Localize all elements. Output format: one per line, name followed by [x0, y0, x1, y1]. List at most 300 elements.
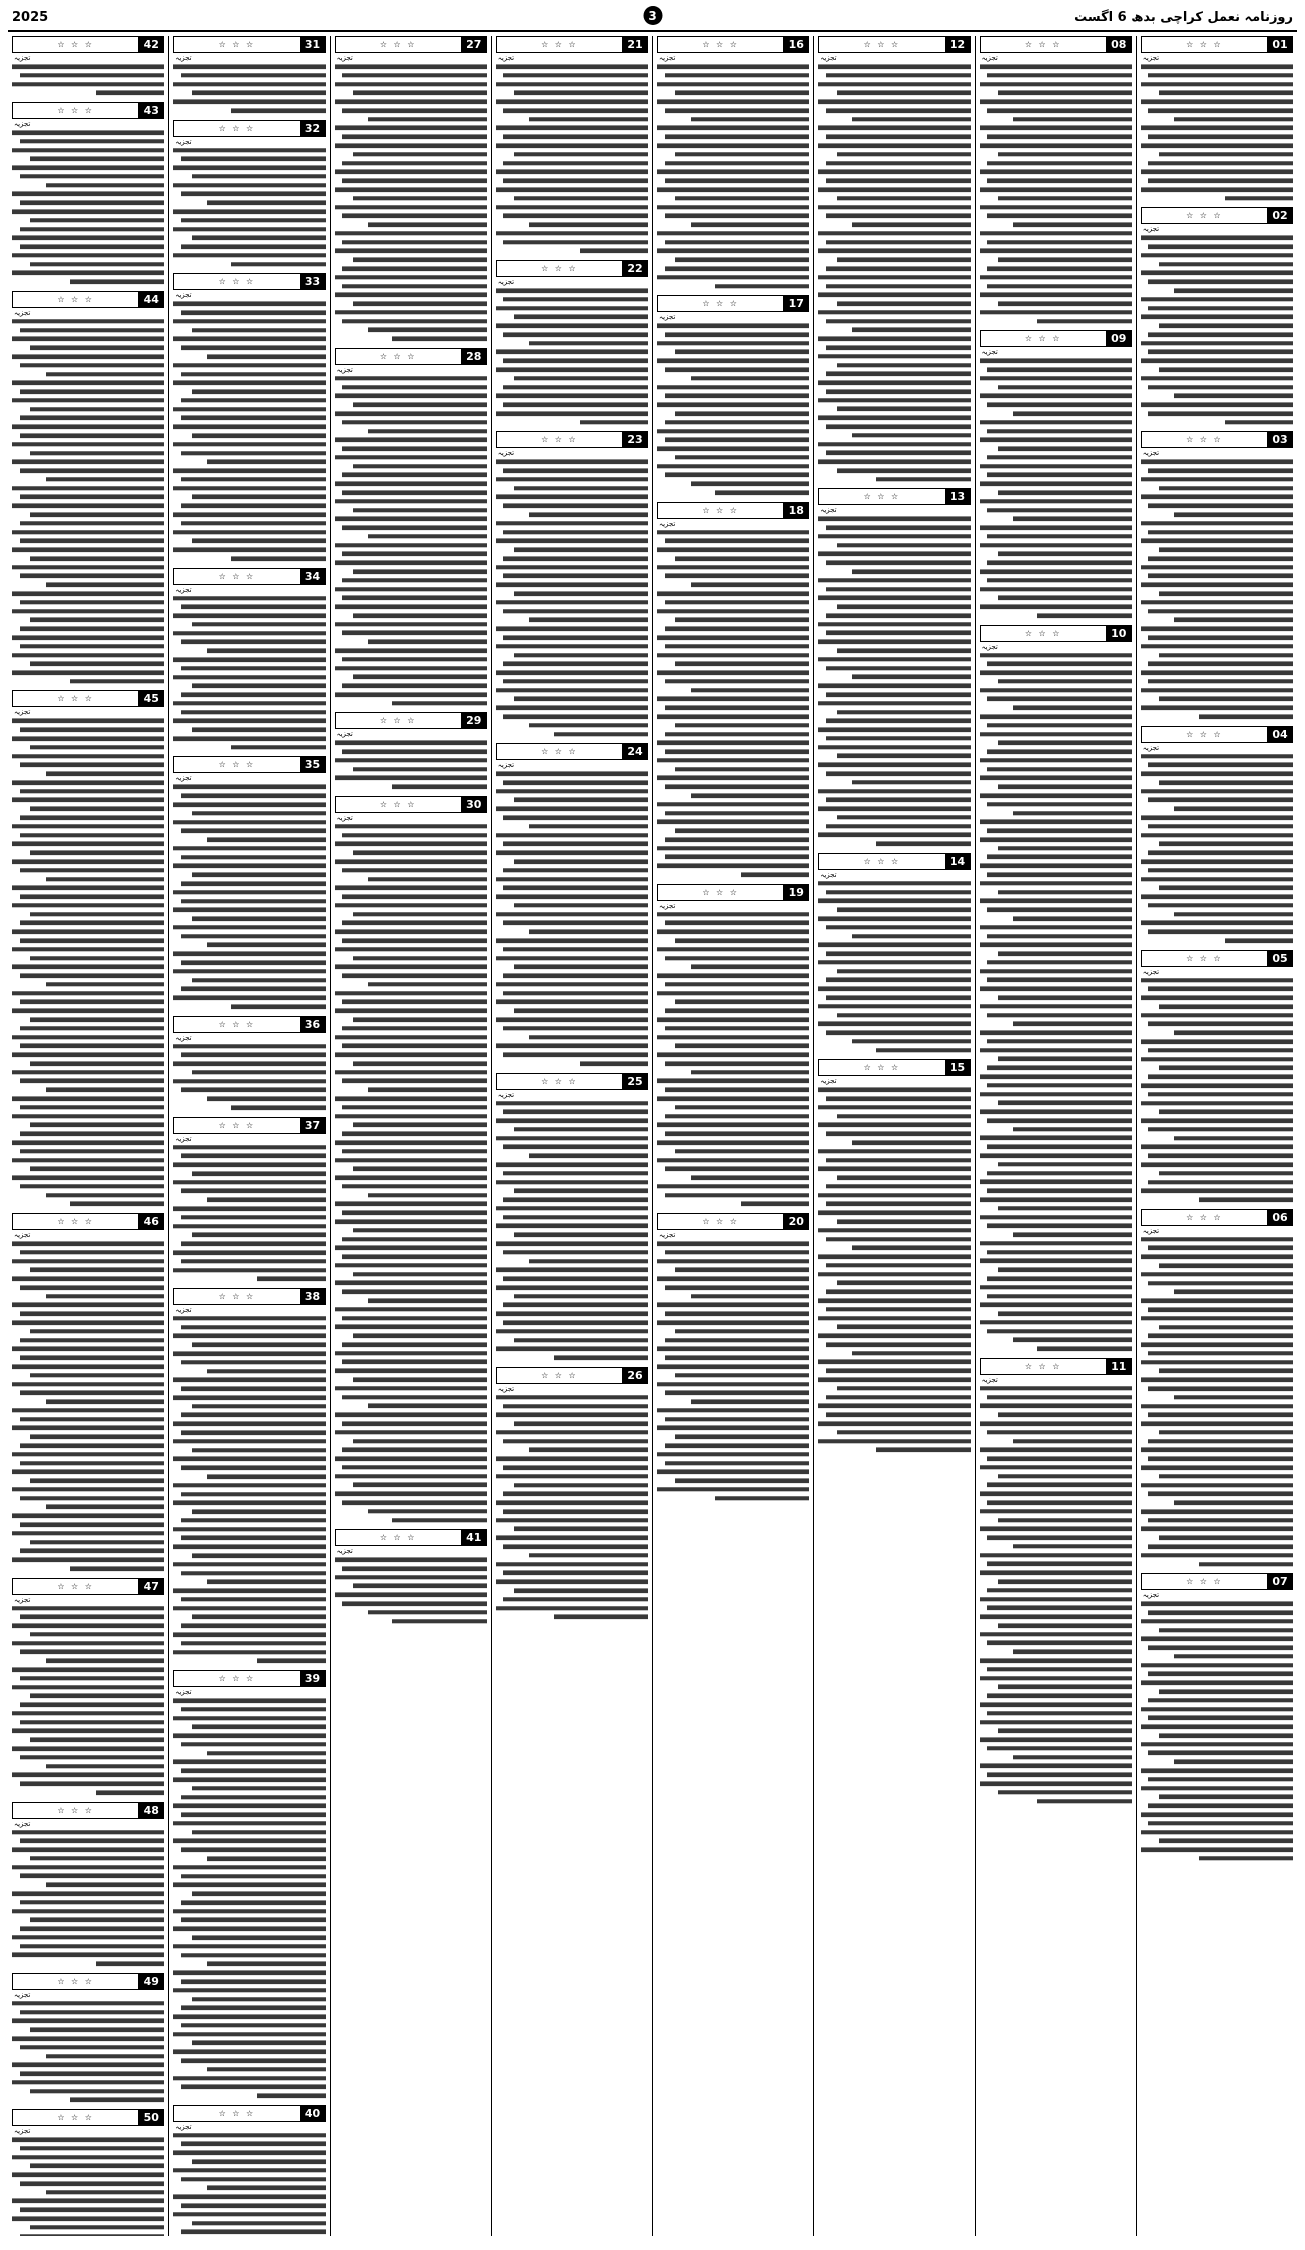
text-line: [1141, 98, 1293, 106]
article-21[interactable]: [496, 36, 648, 255]
article-byline: تجزیہ: [175, 2122, 192, 2131]
article-body: [12, 129, 164, 286]
text-line: [818, 831, 970, 839]
text-line: [181, 1794, 326, 1802]
article-34[interactable]: [173, 568, 325, 752]
text-line: [173, 783, 325, 791]
text-line: [1159, 366, 1293, 374]
text-line: [1159, 546, 1293, 554]
text-line: [392, 1517, 486, 1525]
text-line: [675, 89, 809, 97]
text-line: [173, 1587, 325, 1595]
article-26[interactable]: [496, 1367, 648, 1621]
article-46[interactable]: [12, 1213, 164, 1573]
article-40[interactable]: [173, 2105, 325, 2236]
text-line: [353, 1332, 487, 1340]
text-line: [496, 1284, 648, 1292]
text-line: [192, 810, 326, 818]
text-line: [46, 1657, 165, 1665]
text-line: [353, 673, 487, 681]
text-line: [826, 1157, 971, 1165]
article-header: [173, 1288, 325, 1305]
text-line: [342, 212, 487, 220]
text-line: [30, 261, 164, 269]
article-44[interactable]: [12, 291, 164, 686]
text-line: [20, 388, 165, 396]
text-line: [826, 1306, 971, 1314]
article-19[interactable]: [657, 884, 809, 1208]
article-42[interactable]: [12, 36, 164, 97]
text-line: [675, 555, 809, 563]
text-line: [998, 1727, 1132, 1735]
article-43[interactable]: [12, 102, 164, 286]
text-line: [12, 1829, 164, 1837]
text-line: [207, 1855, 326, 1863]
text-line: [342, 1236, 487, 1244]
text-line: [1148, 1438, 1293, 1446]
text-line: [12, 1381, 164, 1389]
text-line: [998, 783, 1132, 791]
text-line: [826, 1200, 971, 1208]
text-line: [837, 300, 971, 308]
article-30[interactable]: [335, 796, 487, 1524]
article-body: [12, 1829, 164, 1968]
text-line: [503, 1051, 648, 1059]
article-33[interactable]: [173, 273, 325, 562]
text-line: [368, 638, 487, 646]
text-line: [998, 1683, 1132, 1691]
article-byline: تجزیہ: [659, 519, 676, 528]
text-line: [837, 89, 971, 97]
text-line: [1141, 296, 1293, 304]
text-line: [514, 1482, 648, 1490]
text-line: [496, 493, 648, 501]
article-32[interactable]: [173, 120, 325, 269]
text-line: [12, 81, 164, 89]
text-line: [496, 1473, 648, 1481]
text-line: [837, 1174, 971, 1182]
article-50[interactable]: [12, 2109, 164, 2236]
text-line: [342, 1104, 487, 1112]
text-line: [30, 1121, 164, 1129]
text-line: [980, 357, 1132, 365]
article-37[interactable]: [173, 1117, 325, 1283]
article-45[interactable]: [12, 690, 164, 1208]
text-line: [46, 1086, 165, 1094]
text-line: [503, 384, 648, 392]
article-02[interactable]: [1141, 207, 1293, 426]
article-number-badge: 04: [1267, 726, 1293, 743]
text-line: [826, 691, 971, 699]
text-line: [987, 1275, 1132, 1283]
text-line: [207, 647, 326, 655]
text-line: [503, 972, 648, 980]
article-15[interactable]: [818, 1059, 970, 1454]
text-line: [231, 1003, 325, 1011]
article-header: [173, 568, 325, 585]
text-line: [173, 2075, 325, 2083]
article-25[interactable]: [496, 1073, 648, 1362]
text-line: [818, 805, 970, 813]
text-line: [20, 893, 165, 901]
text-line: [980, 1596, 1132, 1604]
article-13[interactable]: [818, 488, 970, 848]
text-line: [657, 590, 809, 598]
text-line: [181, 1899, 326, 1907]
article-22[interactable]: [496, 260, 648, 426]
article-header: [173, 273, 325, 290]
article-byline: تجزیہ: [981, 642, 998, 651]
article-41[interactable]: [335, 1529, 487, 1625]
text-line: [12, 1951, 164, 1959]
text-line: [335, 1350, 487, 1358]
text-line: [980, 568, 1132, 576]
article-03[interactable]: [1141, 431, 1293, 720]
text-line: [335, 1007, 487, 1015]
article-23[interactable]: [496, 431, 648, 738]
text-line: [12, 458, 164, 466]
text-line: [987, 1064, 1132, 1072]
text-line: [826, 423, 971, 431]
text-line: [12, 164, 164, 172]
text-line: [335, 1385, 487, 1393]
text-line: [514, 1293, 648, 1301]
article-14[interactable]: [818, 853, 970, 1054]
text-line: [691, 221, 810, 229]
text-line: [1159, 1473, 1293, 1481]
text-line: [1141, 313, 1293, 321]
text-line: [335, 436, 487, 444]
text-line: [1141, 1038, 1293, 1046]
text-line: [818, 533, 970, 541]
text-line: [665, 981, 810, 989]
article-number-badge: 21: [622, 36, 648, 53]
text-line: [665, 107, 810, 115]
text-line: [1141, 1706, 1293, 1714]
text-line: [818, 915, 970, 923]
text-line: [496, 142, 648, 150]
text-line: [818, 621, 970, 629]
text-line: [342, 283, 487, 291]
text-line: [980, 1257, 1132, 1265]
text-line: [12, 590, 164, 598]
text-line: [353, 1582, 487, 1590]
text-line: [657, 186, 809, 194]
text-line: [1148, 1073, 1293, 1081]
text-line: [987, 1038, 1132, 1046]
article-49[interactable]: [12, 1973, 164, 2104]
text-line: [12, 779, 164, 787]
article-48[interactable]: [12, 1802, 164, 1968]
text-line: [192, 537, 326, 545]
text-line: [496, 893, 648, 901]
text-line: [691, 480, 810, 488]
text-line: [496, 366, 648, 374]
text-line: [987, 748, 1132, 756]
text-line: [665, 1060, 810, 1068]
text-line: [335, 1591, 487, 1599]
text-line: [368, 1508, 487, 1516]
article-39[interactable]: [173, 1670, 325, 2100]
text-line: [657, 445, 809, 453]
text-line: [514, 1126, 648, 1134]
text-line: [980, 968, 1132, 976]
article-09[interactable]: [980, 330, 1132, 619]
article-body: [173, 300, 325, 562]
article-header: [818, 1059, 970, 1076]
article-05[interactable]: [1141, 950, 1293, 1204]
article-number-badge: 14: [945, 853, 971, 870]
text-line: [12, 1745, 164, 1753]
text-line: [1013, 915, 1132, 923]
text-line: [980, 375, 1132, 383]
article-body: [980, 357, 1132, 619]
text-line: [818, 726, 970, 734]
text-line: [335, 823, 487, 831]
text-line: [12, 1684, 164, 1692]
text-line: [1148, 1670, 1293, 1678]
article-12[interactable]: [818, 36, 970, 483]
text-line: [1148, 902, 1293, 910]
text-line: [503, 634, 648, 642]
text-line: [818, 397, 970, 405]
article-20[interactable]: [657, 1213, 809, 1502]
article-35[interactable]: [173, 756, 325, 1010]
text-line: [852, 1244, 971, 1252]
text-line: [987, 1692, 1132, 1700]
text-line: [173, 467, 325, 475]
text-line: [818, 186, 970, 194]
article-10[interactable]: [980, 625, 1132, 1353]
article-29[interactable]: [335, 712, 487, 791]
text-line: [1141, 1253, 1293, 1261]
text-line: [998, 300, 1132, 308]
text-line: [980, 652, 1132, 660]
text-line: [554, 1613, 648, 1621]
text-line: [12, 1605, 164, 1613]
article-17[interactable]: [657, 295, 809, 496]
text-line: [657, 669, 809, 677]
text-line: [980, 1613, 1132, 1621]
text-line: [20, 226, 165, 234]
article-18[interactable]: [657, 502, 809, 879]
text-line: [342, 160, 487, 168]
text-line: [852, 933, 971, 941]
text-line: [496, 1222, 648, 1230]
article-header: [173, 1117, 325, 1134]
text-line: [657, 1319, 809, 1327]
text-line: [335, 63, 487, 71]
text-line: [12, 858, 164, 866]
article-header: [818, 853, 970, 870]
text-line: [12, 529, 164, 537]
text-line: [12, 1069, 164, 1077]
star-divider-icon: ☆ ☆ ☆: [12, 1802, 138, 1819]
article-header: [657, 1213, 809, 1230]
text-line: [12, 735, 164, 743]
text-line: [980, 419, 1132, 427]
article-08[interactable]: [980, 36, 1132, 325]
article-01[interactable]: [1141, 36, 1293, 202]
article-28[interactable]: [335, 348, 487, 708]
text-line: [353, 1165, 487, 1173]
text-line: [342, 656, 487, 664]
text-line: [335, 186, 487, 194]
text-line: [342, 445, 487, 453]
text-line: [987, 871, 1132, 879]
text-line: [818, 1271, 970, 1279]
text-line: [231, 744, 325, 752]
article-04[interactable]: [1141, 726, 1293, 945]
text-line: [20, 432, 165, 440]
text-line: [12, 318, 164, 326]
text-line: [335, 1200, 487, 1208]
text-line: [818, 1227, 970, 1235]
article-number-badge: 45: [138, 690, 164, 707]
text-line: [826, 924, 971, 932]
text-line: [1148, 1490, 1293, 1498]
text-line: [181, 933, 326, 941]
text-line: [20, 998, 165, 1006]
text-line: [496, 876, 648, 884]
text-line: [496, 458, 648, 466]
text-line: [181, 2057, 326, 2065]
text-line: [1148, 1776, 1293, 1784]
text-line: [12, 1240, 164, 1248]
article-byline: تجزیہ: [175, 54, 192, 62]
article-07[interactable]: [1141, 1573, 1293, 1862]
text-line: [30, 955, 164, 963]
text-line: [1148, 1749, 1293, 1757]
text-line: [503, 239, 648, 247]
text-line: [12, 2197, 164, 2205]
text-line: [368, 1297, 487, 1305]
text-line: [173, 1060, 325, 1068]
text-line: [818, 744, 970, 752]
text-line: [987, 72, 1132, 80]
article-16[interactable]: [657, 36, 809, 290]
text-line: [818, 204, 970, 212]
text-line: [70, 278, 164, 286]
text-line: [173, 81, 325, 89]
article-byline: تجزیہ: [14, 119, 31, 128]
text-line: [342, 867, 487, 875]
article-36[interactable]: [173, 1016, 325, 1112]
text-line: [96, 1960, 165, 1968]
article-number-badge: 37: [300, 1117, 326, 1134]
text-line: [987, 1293, 1132, 1301]
text-line: [1159, 1262, 1293, 1270]
text-line: [818, 515, 970, 523]
text-line: [826, 133, 971, 141]
text-line: [818, 230, 970, 238]
article-24[interactable]: [496, 743, 648, 1067]
text-line: [1141, 1359, 1293, 1367]
text-line: [665, 704, 810, 712]
text-line: [837, 1113, 971, 1121]
article-27[interactable]: [335, 36, 487, 343]
text-line: [368, 221, 487, 229]
text-line: [503, 401, 648, 409]
text-line: [1141, 977, 1293, 985]
article-header: [496, 1073, 648, 1090]
star-divider-icon: ☆ ☆ ☆: [657, 502, 783, 519]
column-1: [1136, 36, 1297, 2236]
article-body: [1141, 458, 1293, 720]
text-line: [46, 182, 165, 190]
text-line: [496, 1117, 648, 1125]
text-line: [20, 2145, 165, 2153]
text-line: [1148, 1152, 1293, 1160]
text-line: [12, 1007, 164, 1015]
star-divider-icon: ☆ ☆ ☆: [173, 2105, 299, 2122]
article-header: [657, 884, 809, 901]
text-line: [980, 463, 1132, 471]
article-38[interactable]: [173, 1288, 325, 1665]
text-line: [529, 722, 648, 730]
text-line: [173, 700, 325, 708]
text-line: [529, 511, 648, 519]
text-line: [514, 485, 648, 493]
text-line: [12, 1710, 164, 1718]
text-line: [1148, 1306, 1293, 1314]
text-line: [496, 1429, 648, 1437]
article-06[interactable]: [1141, 1209, 1293, 1569]
text-line: [353, 300, 487, 308]
article-11[interactable]: [980, 1358, 1132, 1805]
text-line: [12, 1258, 164, 1266]
text-line: [30, 1916, 164, 1924]
text-line: [980, 124, 1132, 132]
text-line: [12, 2171, 164, 2179]
article-31[interactable]: [173, 36, 325, 115]
text-line: [987, 1745, 1132, 1753]
star-divider-icon: ☆ ☆ ☆: [496, 431, 622, 448]
text-line: [665, 1354, 810, 1362]
text-line: [675, 1266, 809, 1274]
text-line: [496, 1534, 648, 1542]
article-header: [1141, 1573, 1293, 1590]
text-line: [342, 1148, 487, 1156]
text-line: [192, 915, 326, 923]
article-header: [980, 1358, 1132, 1375]
text-line: [181, 1491, 326, 1499]
text-line: [496, 1394, 648, 1402]
text-line: [192, 432, 326, 440]
text-line: [342, 629, 487, 637]
column-2: [975, 36, 1136, 2236]
article-47[interactable]: [12, 1578, 164, 1797]
text-line: [1199, 1196, 1293, 1204]
text-line: [818, 1420, 970, 1428]
text-line: [12, 1363, 164, 1371]
text-line: [818, 379, 970, 387]
text-line: [665, 678, 810, 686]
text-line: [496, 124, 648, 132]
text-line: [46, 476, 165, 484]
text-line: [657, 1275, 809, 1283]
text-line: [1141, 599, 1293, 607]
text-line: [657, 98, 809, 106]
text-line: [181, 243, 326, 251]
text-line: [675, 937, 809, 945]
text-line: [342, 1288, 487, 1296]
text-line: [826, 177, 971, 185]
text-line: [514, 695, 648, 703]
text-line: [987, 577, 1132, 585]
article-body: [496, 458, 648, 738]
text-line: [353, 1481, 487, 1489]
